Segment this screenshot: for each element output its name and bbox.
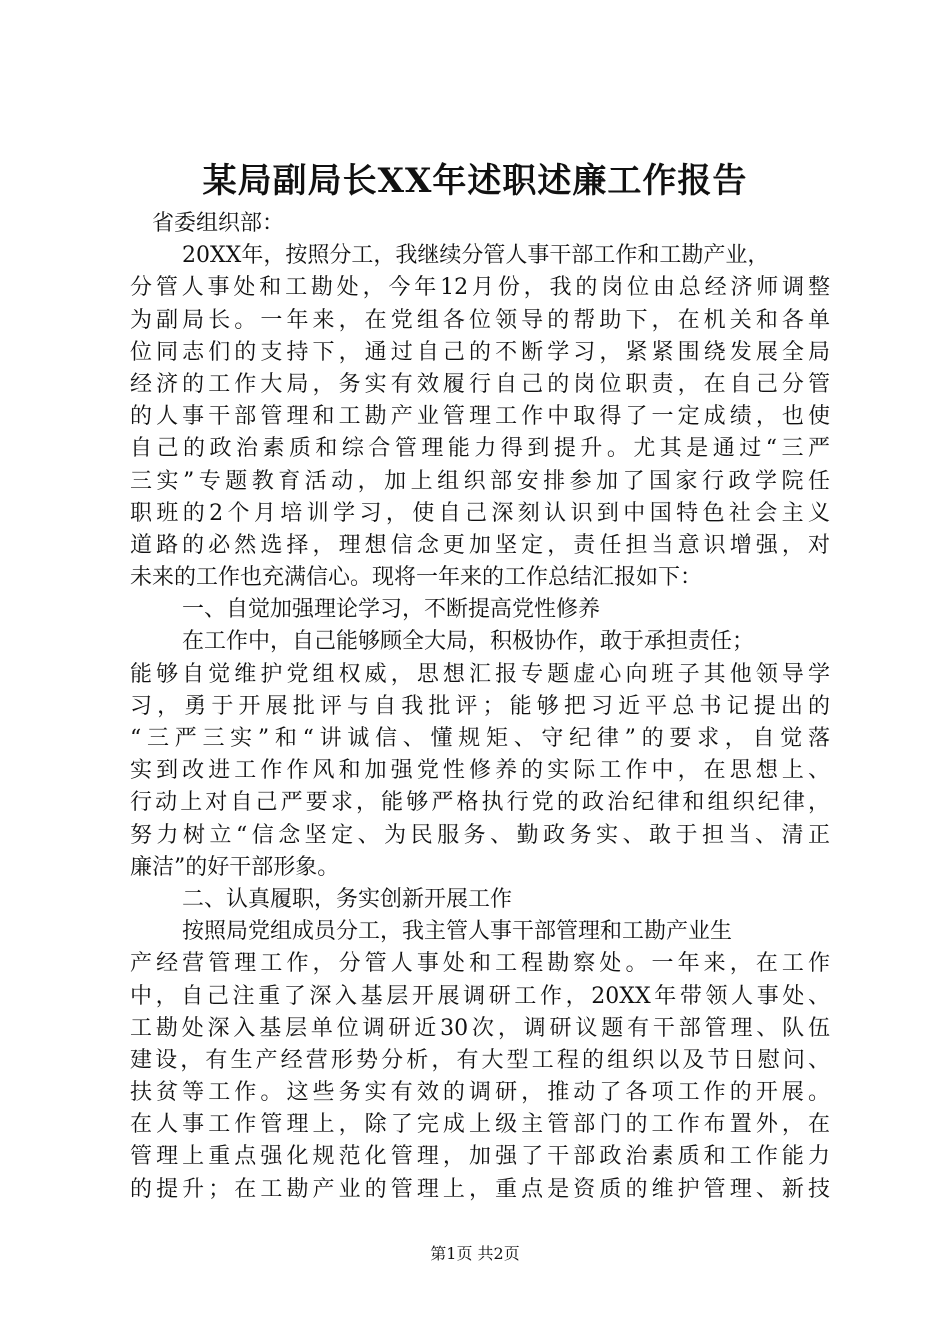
paragraph-line: 分管人事处和工勘处，今年12月份，我的岗位由总经济师调整 bbox=[130, 275, 830, 301]
paragraph-line: 中，自己注重了深入基层开展调研工作，20XX年带领人事处、 bbox=[130, 983, 830, 1009]
document-title: 某局副局长XX年述职述廉工作报告 bbox=[202, 161, 748, 201]
paragraph-line: 道路的必然选择，理想信念更加坚定，责任担当意识增强，对 bbox=[130, 532, 830, 558]
paragraph-line: 经济的工作大局，务实有效履行自己的岗位职责，在自己分管 bbox=[130, 371, 830, 397]
salutation-line: 省委组织部： bbox=[152, 211, 285, 236]
paragraph-line: 工勘处深入基层单位调研近30次，调研议题有干部管理、队伍 bbox=[130, 1015, 830, 1041]
page-number-footer: 第1页 共2页 bbox=[430, 1244, 520, 1263]
paragraph-line: 按照局党组成员分工，我主管人事干部管理和工勘产业生 bbox=[182, 919, 733, 945]
paragraph-line: 扶贫等工作。这些务实有效的调研，推动了各项工作的开展。 bbox=[130, 1080, 830, 1106]
section-heading: 二、认真履职，务实创新开展工作 bbox=[182, 886, 513, 912]
paragraph-line: 自己的政治素质和综合管理能力得到提升。尤其是通过“三严 bbox=[130, 436, 830, 462]
section-heading: 一、自觉加强理论学习，不断提高党性修养 bbox=[182, 597, 601, 623]
paragraph-line: 产经营管理工作，分管人事处和工程勘察处。一年来，在工作 bbox=[130, 951, 830, 977]
paragraph-line: 努力树立“信念坚定、为民服务、勤政务实、敢于担当、清正 bbox=[130, 822, 830, 848]
paragraph-line: 为副局长。一年来，在党组各位领导的帮助下，在机关和各单 bbox=[130, 307, 830, 333]
paragraph-line: 的提升；在工勘产业的管理上，重点是资质的维护管理、新技 bbox=[130, 1176, 830, 1202]
paragraph-line: 在工作中，自己能够顾全大局，积极协作，敢于承担责任； bbox=[182, 629, 755, 655]
document-body bbox=[130, 208, 830, 1206]
paragraph-line: 职班的2个月培训学习，使自己深刻认识到中国特色社会主义 bbox=[130, 500, 830, 526]
paragraph-line: 建设，有生产经营形势分析，有大型工程的组织以及节日慰问、 bbox=[130, 1047, 830, 1073]
paragraph-line: 行动上对自己严要求，能够严格执行党的政治纪律和组织纪律， bbox=[130, 790, 830, 816]
paragraph-line: 20XX年，按照分工，我继续分管人事干部工作和工勘产业， bbox=[182, 243, 770, 269]
paragraph-line: 三实”专题教育活动，加上组织部安排参加了国家行政学院任 bbox=[130, 468, 830, 494]
paragraph-line: 在人事工作管理上，除了完成上级主管部门的工作布置外，在 bbox=[130, 1112, 830, 1138]
paragraph-line: 实到改进工作作风和加强党性修养的实际工作中，在思想上、 bbox=[130, 758, 830, 784]
paragraph-line: 能够自觉维护党组权威，思想汇报专题虚心向班子其他领导学 bbox=[130, 661, 830, 687]
paragraph-line: 位同志们的支持下，通过自己的不断学习，紧紧围绕发展全局 bbox=[130, 339, 830, 365]
paragraph-line: 的人事干部管理和工勘产业管理工作中取得了一定成绩，也使 bbox=[130, 404, 830, 430]
paragraph-line: 廉洁”的好干部形象。 bbox=[130, 854, 340, 880]
paragraph-line: 未来的工作也充满信心。现将一年来的工作总结汇报如下： bbox=[130, 565, 703, 591]
paragraph-line: “三严三实”和“讲诚信、懂规矩、守纪律”的要求，自觉落 bbox=[130, 726, 830, 751]
paragraph-line: 管理上重点强化规范化管理，加强了干部政治素质和工作能力 bbox=[130, 1144, 830, 1170]
paragraph-line: 习，勇于开展批评与自我批评；能够把习近平总书记提出的 bbox=[130, 693, 830, 719]
